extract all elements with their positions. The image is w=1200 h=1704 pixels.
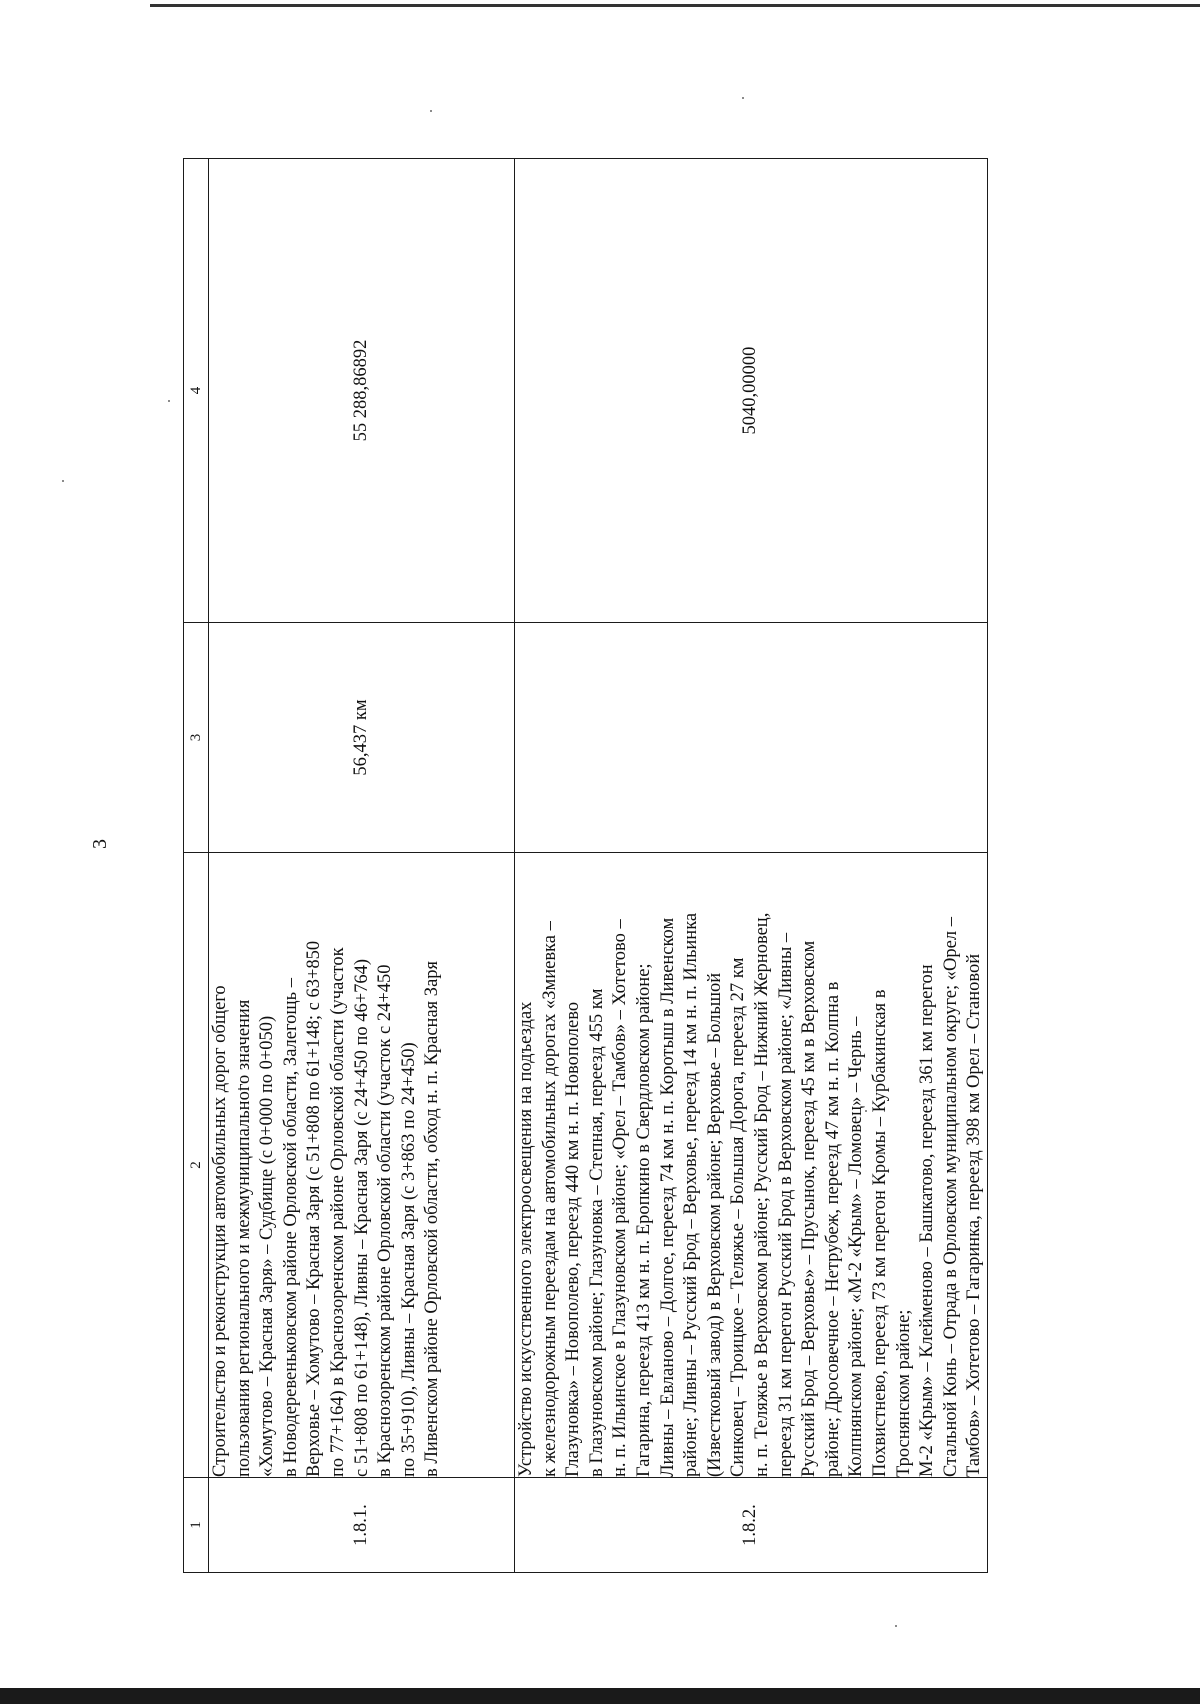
description-line: Русский Брод – Верховье» – Прусынок, переезд 45 км в Верховском xyxy=(799,940,820,1477)
description-line: переезд 31 км перегон Русский Брод в Верховском районе; «Ливны – xyxy=(775,932,796,1477)
description-line: по 35+910), Ливны – Красная Заря (с 3+863 по 24+450) xyxy=(398,1042,419,1477)
item-length: 56,437 км xyxy=(209,623,515,853)
item-cost: 55 288,86892 xyxy=(209,159,515,623)
scan-speck xyxy=(895,1625,897,1627)
description-line: Троснянском районе; xyxy=(893,1309,914,1477)
scan-top-edge xyxy=(150,4,1200,7)
table-row xyxy=(515,159,988,1573)
description-line: Синковец – Троицкое – Теляжье – Большая Дорога, переезд 27 км xyxy=(728,957,749,1477)
description-line: к железнодорожным переездам на автомобильных дорогах «Змиевка – xyxy=(539,921,560,1477)
description-line: н. п. Теляжье в Верховском районе; Русский Брод – Нижний Жерновец, xyxy=(751,912,772,1477)
header-cell: 2 xyxy=(184,853,209,1478)
description-line: в Новодеревеньковском районе Орловской области, Залегощь – xyxy=(280,978,301,1477)
table-header-row xyxy=(184,159,209,1573)
item-description xyxy=(209,853,515,1478)
description-line: Ливны – Евланово – Долгое, переезд 74 км н. п. Коротыш в Ливенском xyxy=(657,917,678,1477)
description-line: «Хомутово – Красная Заря» – Судбище (с 0+000 по 0+050) xyxy=(257,1015,278,1477)
description-line: н. п. Ильинское в Глазуновском районе; «Орел – Тамбов» – Хотетово – xyxy=(610,919,631,1477)
description-line: Похвистнево, переезд 73 км перегон Кромы – Курбакинская в xyxy=(869,989,890,1477)
header-cell: 3 xyxy=(184,623,209,853)
item-length xyxy=(515,623,988,853)
scan-speck xyxy=(430,110,432,112)
header-cell: 4 xyxy=(184,159,209,623)
header-cell: 1 xyxy=(184,1478,209,1573)
page-number: 3 xyxy=(89,839,111,849)
description-line: пользования регионального и межмуниципального значения xyxy=(233,999,254,1477)
description-line: Глазуновка» – Новополево, переезд 440 км н. п. Новополево xyxy=(563,1001,584,1477)
item-number: 1.8.2. xyxy=(515,1478,988,1573)
rotated-document-page xyxy=(183,159,985,1573)
description-line: Стальной Конь – Отрада в Орловском муниципальном округе; «Орел – xyxy=(940,917,961,1477)
description-line: районе; Ливны – Русский Брод – Верховье, переезд 14 км н. п. Ильинка xyxy=(681,912,702,1477)
description-line: по 77+164) в Краснозоренском районе Орловской области (участок xyxy=(327,947,348,1477)
description-line: районе; Дросовечное – Нетрубеж, переезд 47 км н. п. Колпна в xyxy=(822,981,843,1477)
description-line: Тамбов» – Хотетово – Гагаринка, переезд 398 км Орел – Становой xyxy=(964,953,985,1477)
item-description xyxy=(515,853,988,1478)
description-line: Колпнянском районе; «М-2 «Крым» – Ломовец» – Чернь – xyxy=(846,1016,867,1477)
description-line: Гагарина, переезд 413 км н. п. Еропкино в Свердловском районе; xyxy=(633,963,654,1477)
scan-speck xyxy=(168,400,170,402)
description-line: Устройство искусственного электроосвещения на подъездах xyxy=(516,1001,536,1477)
item-cost: 5040,00000 xyxy=(515,159,988,623)
description-line: в Ливенском районе Орловской области, обход н. п. Красная Заря xyxy=(422,960,443,1477)
table-row xyxy=(209,159,515,1573)
description-line: с 51+808 по 61+148), Ливны – Красная Заря (с 24+450 по 46+764) xyxy=(351,958,372,1477)
description-line: Верховье – Хомутово – Красная Заря (с 51+808 по 61+148; с 63+850 xyxy=(304,940,325,1477)
description-line: в Краснозоренском районе Орловской области (участок с 24+450 xyxy=(375,964,396,1477)
description-line: М-2 «Крым» – Клейменово – Башкатово, переезд 361 км перегон xyxy=(917,964,938,1477)
scan-speck xyxy=(62,480,64,482)
description-line: (Известковый завод) в Верховском районе; Верховье – Большой xyxy=(704,972,725,1477)
scan-bottom-edge xyxy=(0,1688,1200,1704)
program-table xyxy=(183,158,988,1573)
scan-speck xyxy=(742,97,744,99)
description-line: в Глазуновском районе; Глазуновка – Степная, переезд 455 км xyxy=(586,988,607,1477)
description-line: Строительство и реконструкция автомобильных дорог общего xyxy=(210,985,230,1477)
item-number: 1.8.1. xyxy=(209,1478,515,1573)
